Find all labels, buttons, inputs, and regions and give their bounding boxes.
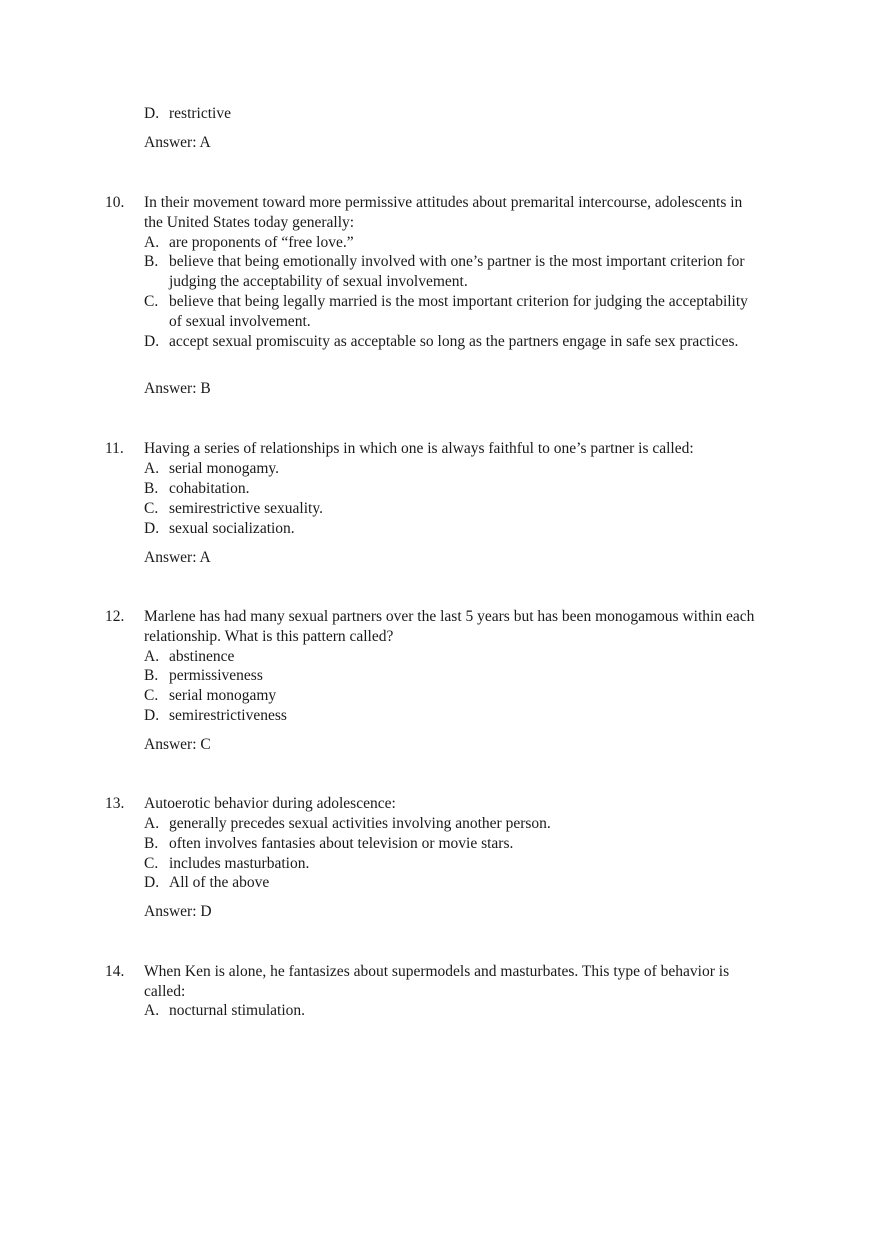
q10-option-a	[144, 233, 764, 253]
q11-answer: Answer: A	[144, 549, 211, 566]
option-letter: A.	[144, 1002, 160, 1019]
option-letter: D.	[144, 520, 160, 537]
option-text: semirestrictiveness	[169, 707, 287, 724]
option-letter: B.	[144, 835, 159, 852]
option-letter: C.	[144, 687, 159, 704]
q11-number: 11.	[105, 440, 124, 457]
option-letter: D.	[144, 333, 160, 350]
q11-option-d	[144, 519, 764, 539]
option-text: All of the above	[169, 874, 270, 891]
q13-number: 13.	[105, 795, 125, 812]
option-text: generally precedes sexual activities involving another person.	[169, 815, 551, 832]
q11-text: Having a series of relationships in which one is always faithful to one’s partner is called:	[144, 440, 694, 457]
option-text: often involves fantasies about television or movie stars.	[169, 835, 514, 852]
q9-option-d	[144, 104, 764, 124]
option-text: sexual socialization.	[169, 520, 295, 537]
q9-answer: Answer: A	[144, 134, 211, 151]
option-text: serial monogamy.	[169, 460, 280, 477]
option-text: abstinence	[169, 648, 235, 665]
option-letter: A.	[144, 460, 160, 477]
q13-option-b	[144, 834, 764, 854]
q12-text: Marlene has had many sexual partners over the last 5 years but has been monogamous within each relationship. What is this pattern called?	[144, 608, 755, 645]
option-text: semirestrictive sexuality.	[169, 500, 323, 517]
option-text: believe that being legally married is the most important criterion for judging the acceptability of sexual involvement.	[169, 293, 748, 330]
option-letter: D.	[144, 707, 160, 724]
option-text: restrictive	[169, 105, 231, 122]
q13-answer: Answer: D	[144, 903, 212, 920]
option-letter: B.	[144, 480, 159, 497]
q13-text: Autoerotic behavior during adolescence:	[144, 795, 396, 812]
option-letter: C.	[144, 855, 159, 872]
option-letter: D.	[144, 105, 160, 122]
q10-option-d	[144, 332, 764, 352]
q12-option-b	[144, 666, 764, 686]
q12-answer: Answer: C	[144, 736, 211, 753]
q12-number: 12.	[105, 608, 125, 625]
q14-option-a	[144, 1001, 764, 1021]
q10-number: 10.	[105, 194, 125, 211]
q13-option-c	[144, 854, 764, 874]
option-letter: D.	[144, 874, 160, 891]
q14-number: 14.	[105, 963, 125, 980]
option-letter: C.	[144, 293, 159, 310]
q12-option-d	[144, 706, 764, 726]
option-text: believe that being emotionally involved with one’s partner is the most important criterion for judging the acceptability of sexual involvement.	[169, 253, 745, 290]
option-letter: A.	[144, 234, 160, 251]
option-letter: C.	[144, 500, 159, 517]
q10-option-b	[144, 252, 764, 292]
option-letter: B.	[144, 667, 159, 684]
q11-option-c	[144, 499, 764, 519]
q13-option-a	[144, 814, 764, 834]
option-text: cohabitation.	[169, 480, 250, 497]
q14-text: When Ken is alone, he fantasizes about supermodels and masturbates. This type of behavior is called:	[144, 963, 730, 1000]
option-text: are proponents of “free love.”	[169, 234, 354, 251]
q13-option-d	[144, 873, 764, 893]
option-text: serial monogamy	[169, 687, 277, 704]
option-text: permissiveness	[169, 667, 263, 684]
option-text: nocturnal stimulation.	[169, 1002, 306, 1019]
q12-option-a	[144, 647, 764, 667]
q11-option-a	[144, 459, 764, 479]
option-letter: B.	[144, 253, 159, 270]
q12-option-c	[144, 686, 764, 706]
q10-text: In their movement toward more permissive attitudes about premarital intercourse, adolescents in the United States today generally:	[144, 194, 743, 231]
option-letter: A.	[144, 815, 160, 832]
q10-answer: Answer: B	[144, 380, 211, 397]
q10-option-c	[144, 292, 764, 332]
option-letter: A.	[144, 648, 160, 665]
q11-option-b	[144, 479, 764, 499]
option-text: includes masturbation.	[169, 855, 310, 872]
option-text: accept sexual promiscuity as acceptable so long as the partners engage in safe sex practices.	[169, 333, 739, 350]
